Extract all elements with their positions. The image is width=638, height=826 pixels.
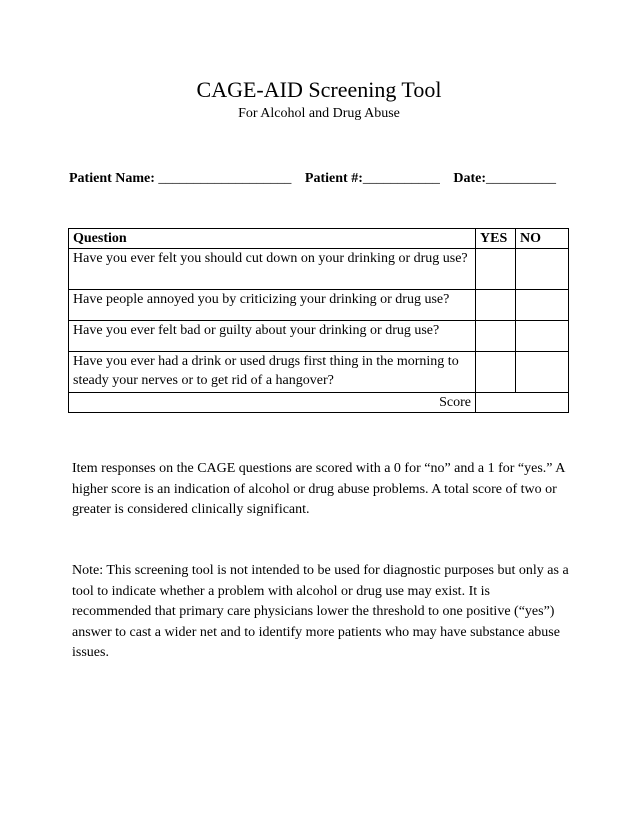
- question-eye-opener: Have you ever had a drink or used drugs first thing in the morning to steady your nerves or to get rid of a hangover?: [69, 352, 476, 393]
- yes-cell[interactable]: [476, 290, 516, 321]
- cage-questions-table: [68, 228, 569, 413]
- yes-cell[interactable]: [476, 321, 516, 352]
- patient-name-label: Patient Name:: [69, 171, 155, 186]
- date-field[interactable]: __________: [486, 171, 557, 186]
- document-subtitle: For Alcohol and Drug Abuse: [238, 106, 400, 121]
- question-annoyed: Have people annoyed you by criticizing your drinking or drug use?: [69, 290, 476, 321]
- patient-info-line: [69, 170, 556, 188]
- yes-cell[interactable]: [476, 249, 516, 290]
- score-label: Score: [69, 393, 476, 413]
- patient-number-field[interactable]: ___________: [362, 171, 440, 186]
- table-row: [69, 290, 569, 321]
- yes-cell[interactable]: [476, 352, 516, 393]
- note-paragraph: Note: This screening tool is not intended to be used for diagnostic purposes but only as a tool to indicate whether a problem with alcohol or drug use may exist. It is recommended that primary care physicians lower the threshold to one positive (“yes”) answer to cast a wider net and to identify more patients who may have substance abuse issues.: [72, 563, 569, 660]
- patient-number-label: Patient #:: [304, 171, 363, 186]
- patient-name-field[interactable]: ___________________: [158, 171, 292, 186]
- document-title: CAGE-AID Screening Tool: [196, 77, 442, 102]
- no-cell[interactable]: [516, 249, 569, 290]
- score-value-cell[interactable]: [476, 393, 569, 413]
- no-column-header: NO: [516, 229, 569, 249]
- table-header-row: [69, 229, 569, 249]
- score-row: [69, 393, 569, 413]
- scoring-paragraph: Item responses on the CAGE questions are scored with a 0 for “no” and a 1 for “yes.” A higher score is an indication of alcohol or drug abuse problems. A total score of two or greater is considered clinically significant.: [72, 461, 565, 517]
- table-row: [69, 249, 569, 290]
- question-column-header: Question: [69, 229, 476, 249]
- date-label: Date:: [453, 171, 487, 186]
- no-cell[interactable]: [516, 352, 569, 393]
- no-cell[interactable]: [516, 290, 569, 321]
- table-row: [69, 321, 569, 352]
- question-guilty: Have you ever felt bad or guilty about your drinking or drug use?: [69, 321, 476, 352]
- table-row: [69, 352, 569, 393]
- no-cell[interactable]: [516, 321, 569, 352]
- question-cut-down: Have you ever felt you should cut down on your drinking or drug use?: [69, 249, 476, 290]
- yes-column-header: YES: [476, 229, 516, 249]
